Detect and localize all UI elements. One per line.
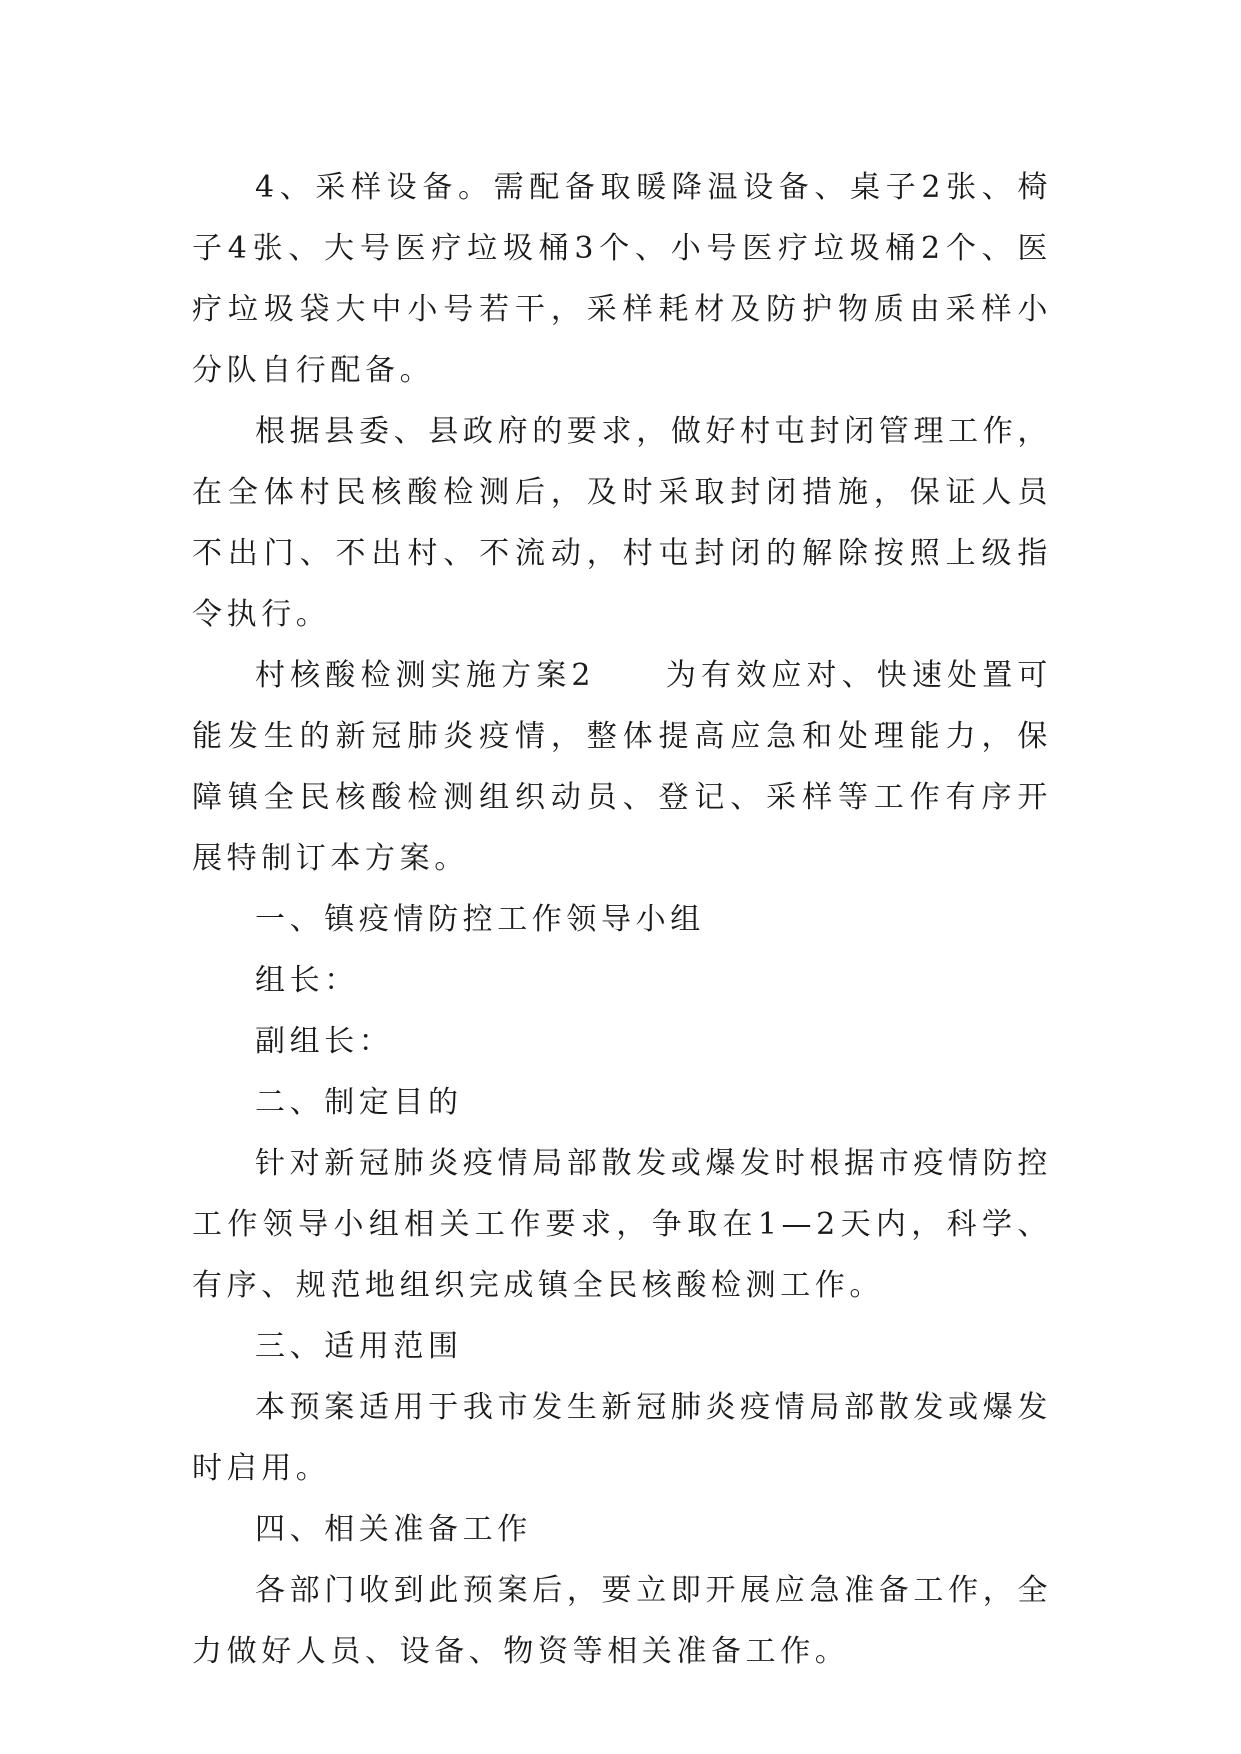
field-group-leader: 组长： bbox=[255, 963, 359, 998]
heading-leadership-group: 一、镇疫情防控工作领导小组 bbox=[255, 902, 705, 937]
paragraph-sampling-equipment: 4、采样设备。需配备取暖降温设备、桌子2张、椅子4张、大号医疗垃圾桶3个、小号医疗垃圾桶2个、医疗垃圾袋大中小号若干，采样耗材及防护物质由采样小分队自行配备。 bbox=[192, 170, 1052, 388]
paragraph-plan-two-intro: 村核酸检测实施方案2 为有效应对、快速处置可能发生的新冠肺炎疫情，整体提高应急和处理能力，保障镇全民核酸检测组织动员、登记、采样等工作有序开展特制订本方案。 bbox=[192, 658, 1052, 876]
heading-scope: 三、适用范围 bbox=[255, 1329, 463, 1364]
field-deputy-group-leader: 副组长： bbox=[255, 1024, 394, 1059]
document-body bbox=[192, 157, 1052, 1682]
heading-purpose: 二、制定目的 bbox=[255, 1085, 463, 1120]
paragraph-village-closure: 根据县委、县政府的要求，做好村屯封闭管理工作，在全体村民核酸检测后，及时采取封闭措施，保证人员不出门、不出村、不流动，村屯封闭的解除按照上级指令执行。 bbox=[192, 414, 1052, 632]
heading-preparation: 四、相关准备工作 bbox=[255, 1512, 532, 1547]
paragraph-preparation: 各部门收到此预案后，要立即开展应急准备工作，全力做好人员、设备、物资等相关准备工作。 bbox=[192, 1573, 1052, 1669]
paragraph-scope: 本预案适用于我市发生新冠肺炎疫情局部散发或爆发时启用。 bbox=[192, 1390, 1052, 1486]
paragraph-purpose: 针对新冠肺炎疫情局部散发或爆发时根据市疫情防控工作领导小组相关工作要求，争取在1—2天内，科学、有序、规范地组织完成镇全民核酸检测工作。 bbox=[192, 1146, 1052, 1303]
